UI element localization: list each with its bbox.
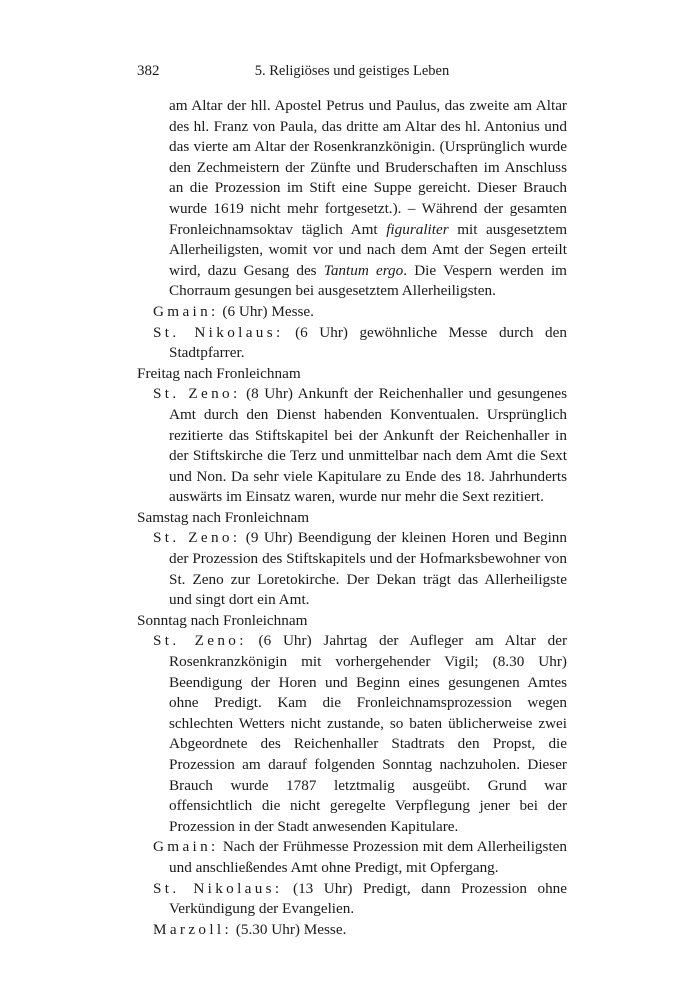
place-name: St. Zeno: xyxy=(153,529,241,547)
entry-text: (8 Uhr) Ankunft der Reichenhaller und gesungenes Amt durch den Dienst habenden Konventualen. Ursprünglich rezitierte das Stiftskapitel bei der Ankunft der Reichenhaller in der Stiftskirche die Terz und unmittelbar nach dem Amt die Sext und Non. Da sehr viele Kapitulare zu Ende des 18. Jahrhunderts auswärts im Einsatz waren, wurde nur mehr die Sext rezitiert. xyxy=(169,385,567,506)
place-name: St. Nikolaus: xyxy=(153,323,284,341)
place-name: Gmain: xyxy=(153,838,219,856)
page-header xyxy=(137,63,567,83)
entry-st-zeno xyxy=(137,631,567,837)
day-heading-friday: Freitag nach Fronleichnam xyxy=(137,364,301,382)
entry-text: (13 Uhr) Predigt, dann Prozession ohne Verkündigung der Evangelien. xyxy=(169,879,567,918)
entry-st-nikolaus xyxy=(137,879,567,920)
page-body xyxy=(137,96,567,940)
place-name: Marzoll: xyxy=(153,920,233,938)
day-heading-sunday: Sonntag nach Fronleichnam xyxy=(137,611,308,629)
entry-gmain xyxy=(137,302,567,323)
italic-term: Tantum ergo xyxy=(323,261,404,279)
entry-text: (6 Uhr) gewöhnliche Messe durch den Stadtpfarrer. xyxy=(169,323,567,362)
entry-st-nikolaus xyxy=(137,323,567,364)
entry-text: Nach der Frühmesse Prozession mit dem Allerheiligsten und anschließendes Amt ohne Predigt, mit Opfergang. xyxy=(169,838,567,876)
place-name: St. Zeno: xyxy=(153,385,241,403)
entry-text: (6 Uhr) Messe. xyxy=(218,302,314,320)
paragraph-text: . Die Vespern werden im Chorraum gesungen bei ausgesetztem Allerheiligsten. xyxy=(169,261,567,300)
entry-gmain xyxy=(137,837,567,878)
place-name: St. Nikolaus: xyxy=(153,879,283,897)
entry-st-zeno xyxy=(137,528,567,610)
italic-term: figuraliter xyxy=(386,220,449,238)
entry-st-zeno xyxy=(137,384,567,508)
place-name: St. Zeno: xyxy=(153,632,247,650)
page-number: 382 xyxy=(137,63,160,79)
place-name: Gmain: xyxy=(153,302,219,320)
entry-text: (9 Uhr) Beendigung der kleinen Horen und Beginn der Prozession des Stiftskapitels und der Hofmarksbewohner von St. Zeno zur Loretokirche. Der Dekan trägt das Allerheiligste und singt dort ein Amt. xyxy=(169,529,567,609)
continuation-paragraph xyxy=(137,96,567,302)
running-title: 5. Religiöses und geistiges Leben xyxy=(254,63,450,79)
paragraph-text: am Altar der hll. Apostel Petrus und Paulus, das zweite am Altar des hl. Franz von Paula, das dritte am Altar des hl. Antonius und das vierte am Altar der Rosenkranzkönigin. (Ursprünglich wurde den Zechmeistern der Zünfte und Bruderschaften im Anschluss an die Prozession im Stift eine Suppe gereicht. Dieser Brauch wurde 1619 nicht mehr fortgesetzt.). – Während der gesamten Fronleichnamsoktav täglich Amt xyxy=(169,97,567,238)
entry-text: (6 Uhr) Jahrtag der Aufleger am Altar der Rosenkranzkönigin mit vorhergehender Vigil; (8.30 Uhr) Beendigung der Horen und Beginn eines gesungenen Amtes ohne Predigt. Kam die Fronleichnamsprozession wegen schlechten Wetters nicht zustande, so baten üblicherweise zwei Abgeordnete des Reichenhaller Stadtrats den Propst, die Prozession am darauf folgenden Sonntag nachzuholen. Dieser Brauch wurde 1787 letztmalig ausgeübt. Grund war offensichtlich die nicht geregelte Verpflegung jener bei der Prozession in der Stadt anwesenden Kapitulare. xyxy=(169,632,567,835)
entry-text: (5.30 Uhr) Messe. xyxy=(232,920,347,938)
day-heading-saturday: Samstag nach Fronleichnam xyxy=(137,508,310,526)
entry-marzoll xyxy=(137,920,567,941)
paragraph-text: mit ausgesetztem Allerheiligsten, womit vor und nach dem Amt der Segen erteilt wird, dazu Gesang des xyxy=(169,220,568,279)
